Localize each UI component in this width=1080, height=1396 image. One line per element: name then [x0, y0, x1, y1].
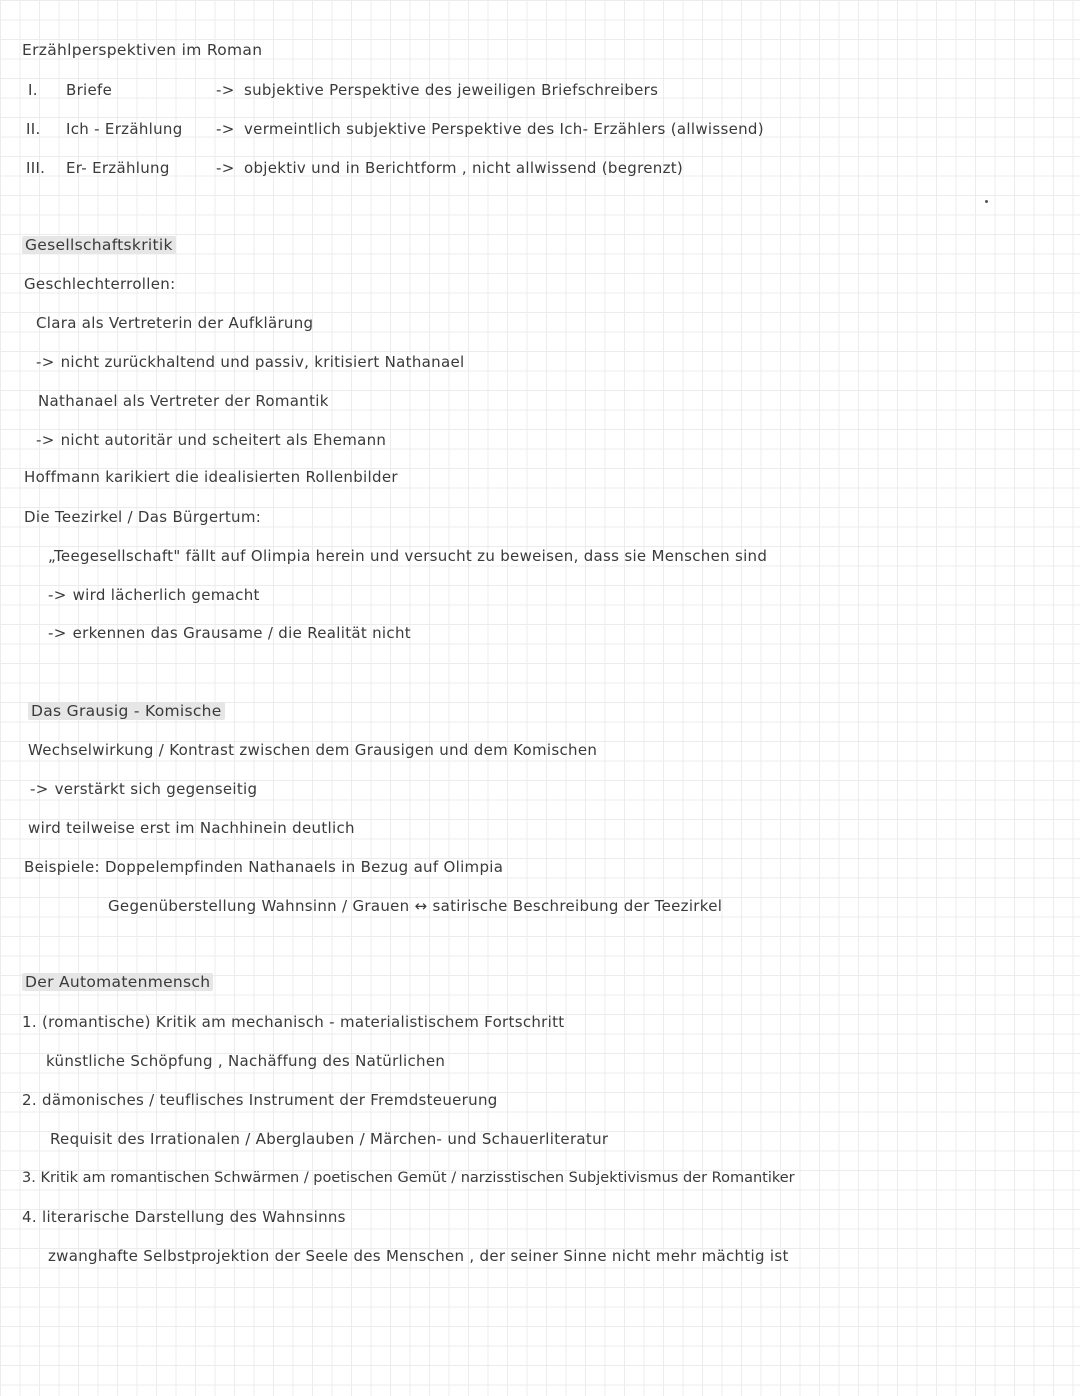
list-item [22, 1012, 564, 1032]
note-line [48, 623, 411, 643]
note-line: wird teilweise erst im Nachhinein deutlich [28, 819, 355, 837]
list-text: Kritik am romantischen Schwärmen / poetischen Gemüt / narzisstischen Subjektivismus der Romantiker [40, 1170, 795, 1186]
note-line: „Teegesellschaft" fällt auf Olimpia herein und versucht zu beweisen, dass sie Menschen sind [48, 547, 768, 565]
note-text: nicht autoritär und scheitert als Ehemann [60, 431, 387, 449]
subtitle-teezirkel: Die Teezirkel / Das Bürgertum: [24, 508, 262, 526]
list-number: 3. [22, 1170, 36, 1186]
note-line: Gegenüberstellung Wahnsinn / Grauen ↔ satirische Beschreibung der Teezirkel [108, 897, 723, 915]
note-line [24, 857, 503, 877]
row-description: subjektive Perspektive des jeweiligen Briefschreibers [244, 81, 659, 99]
list-text: dämonisches / teuflisches Instrument der Fremdsteuerung [42, 1091, 498, 1109]
list-item [22, 1090, 498, 1110]
note-line: Hoffmann karikiert die idealisierten Rollenbilder [24, 468, 398, 486]
section-title-gesellschaftskritik [22, 235, 176, 255]
arrow-icon: -> [216, 159, 235, 177]
arrow-icon: -> [216, 120, 235, 138]
list-text: literarische Darstellung des Wahnsinns [42, 1208, 346, 1226]
ink-dot [985, 200, 988, 203]
list-subline: Requisit des Irrationalen / Aberglauben / Märchen- und Schauerliteratur [50, 1130, 609, 1148]
note-text: wird lächerlich gemacht [72, 586, 260, 604]
arrow-icon: -> [36, 353, 55, 371]
section-title-text: Das Grausig - Komische [28, 702, 225, 720]
row-numeral: II. [26, 120, 41, 138]
list-text: (romantische) Kritik am mechanisch - materialistischem Fortschritt [42, 1013, 565, 1031]
section-title-erzaehlperspektiven: Erzählperspektiven im Roman [22, 41, 263, 59]
list-item [22, 1168, 795, 1188]
note-line: Clara als Vertreterin der Aufklärung [36, 314, 314, 332]
section-title-automatenmensch [22, 972, 213, 992]
list-number: 1. [22, 1013, 37, 1031]
row-numeral: III. [26, 159, 46, 177]
note-line: Nathanael als Vertreter der Romantik [38, 392, 329, 410]
arrow-icon: -> [48, 586, 67, 604]
arrow-icon: -> [48, 624, 67, 642]
list-number: 4. [22, 1208, 37, 1226]
list-subline: künstliche Schöpfung , Nachäffung des Natürlichen [46, 1052, 446, 1070]
examples-label: Beispiele: [24, 858, 100, 876]
row-term: Ich - Erzählung [66, 120, 183, 138]
list-item [22, 1207, 346, 1227]
note-text: erkennen das Grausame / die Realität nicht [72, 624, 411, 642]
note-line [30, 779, 257, 799]
list-number: 2. [22, 1091, 37, 1109]
arrow-icon: -> [36, 431, 55, 449]
section-title-grausig-komische [28, 701, 225, 721]
note-line [36, 430, 386, 450]
list-subline: zwanghafte Selbstprojektion der Seele des Menschen , der seiner Sinne nicht mehr mächtig ist [48, 1247, 789, 1265]
arrow-icon: -> [216, 81, 235, 99]
note-line [48, 585, 260, 605]
arrow-icon: -> [30, 780, 49, 798]
row-description: objektiv und in Berichtform , nicht allwissend (begrenzt) [244, 159, 684, 177]
row-term: Er- Erzählung [66, 159, 170, 177]
section-title-text: Gesellschaftskritik [22, 236, 176, 254]
note-text: nicht zurückhaltend und passiv, kritisiert Nathanael [60, 353, 465, 371]
note-line: Wechselwirkung / Kontrast zwischen dem Grausigen und dem Komischen [28, 741, 598, 759]
row-numeral: I. [28, 81, 38, 99]
note-text: verstärkt sich gegenseitig [54, 780, 258, 798]
note-text: Doppelempfinden Nathanaels in Bezug auf Olimpia [104, 858, 504, 876]
row-description: vermeintlich subjektive Perspektive des Ich- Erzählers (allwissend) [244, 120, 764, 138]
note-line [36, 352, 464, 372]
row-term: Briefe [66, 81, 113, 99]
subtitle-geschlechterrollen: Geschlechterrollen: [24, 275, 176, 293]
section-title-text: Der Automatenmensch [22, 973, 213, 991]
